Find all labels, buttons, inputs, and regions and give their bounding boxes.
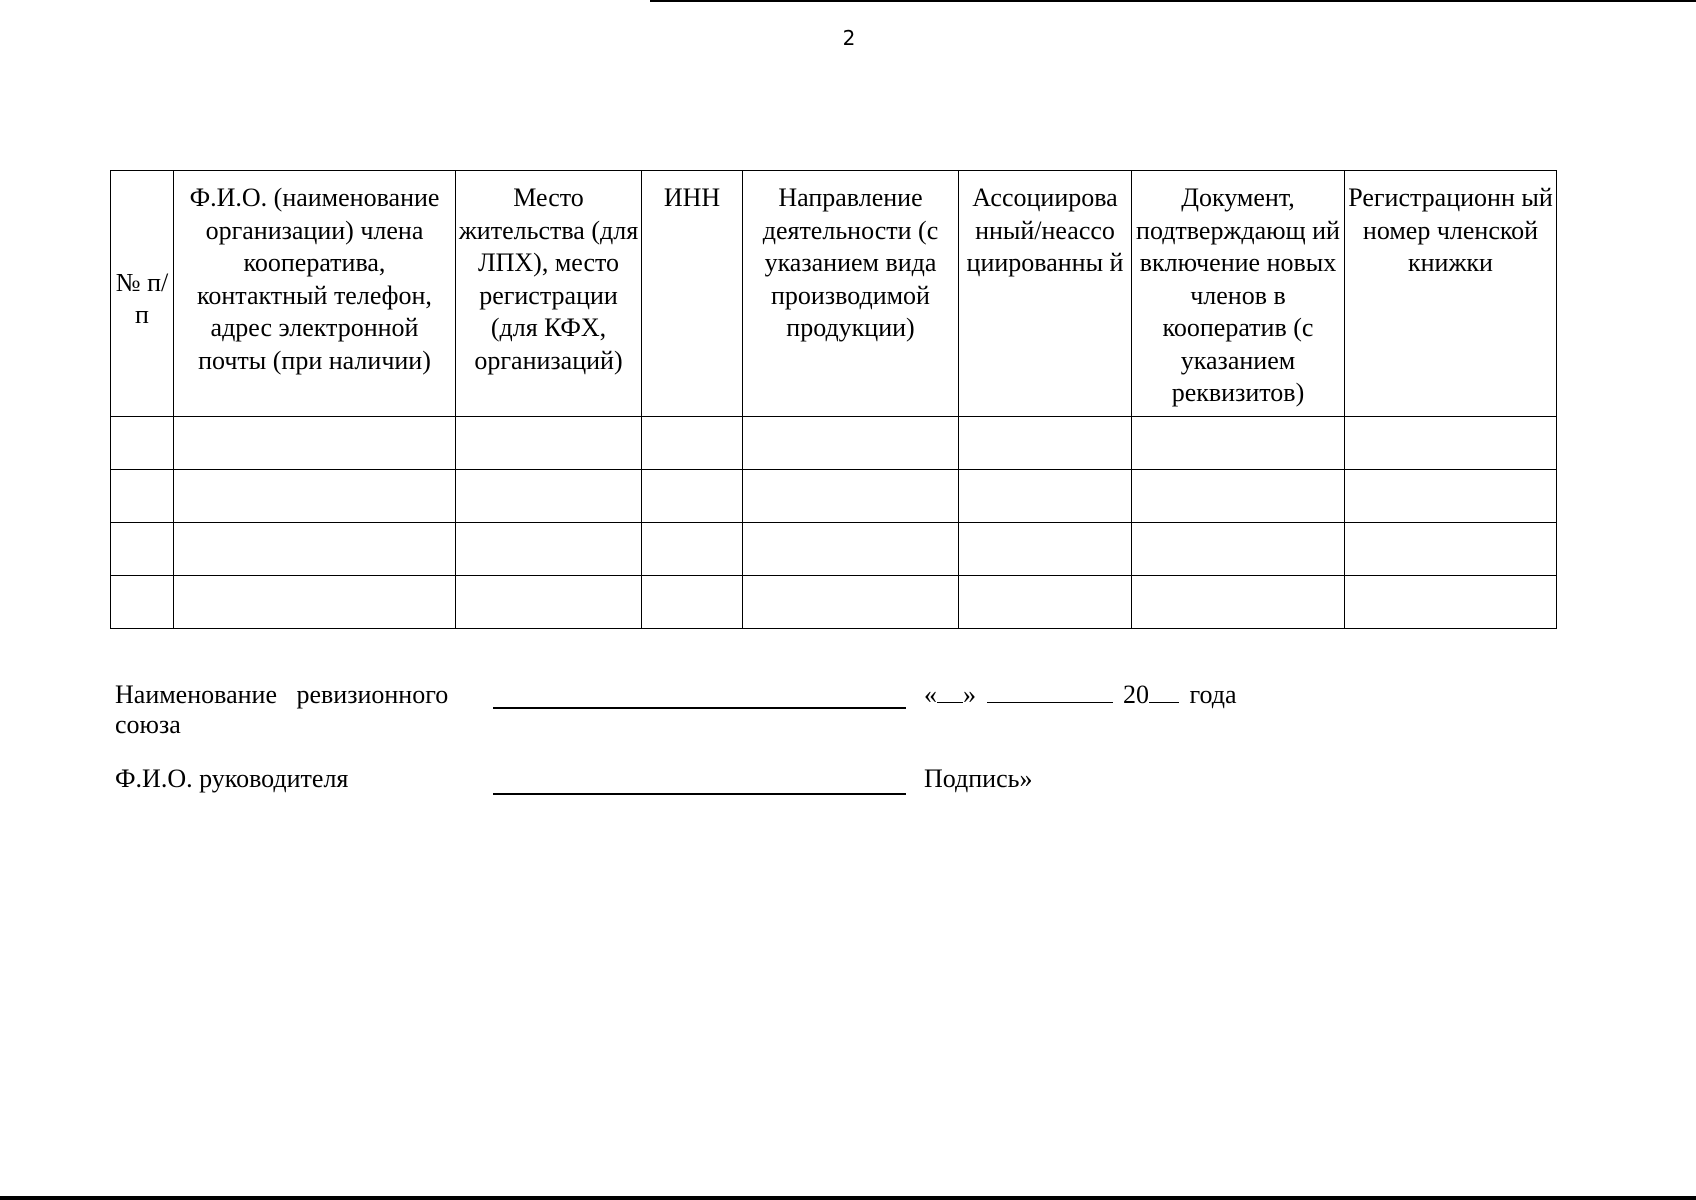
union-name-label: Наименование ревизионного bbox=[115, 680, 449, 709]
table-cell[interactable] bbox=[456, 417, 642, 470]
table-cell[interactable] bbox=[642, 523, 743, 576]
year-suffix: года bbox=[1189, 680, 1237, 709]
year-blank[interactable] bbox=[1149, 680, 1179, 703]
table-cell[interactable] bbox=[642, 576, 743, 629]
table-cell[interactable] bbox=[174, 576, 456, 629]
union-name-field[interactable] bbox=[493, 707, 906, 709]
date-open-quote: « bbox=[924, 680, 937, 709]
members-table bbox=[110, 170, 1557, 629]
date-field[interactable] bbox=[924, 680, 1237, 710]
header-member-name: Ф.И.О. (наименование организации) члена кооператива, контактный телефон, адрес электронной почты (при наличии) bbox=[174, 171, 456, 417]
table-cell[interactable] bbox=[642, 417, 743, 470]
header-association: Ассоциирова нный/неассо циированны й bbox=[959, 171, 1132, 417]
table-cell[interactable] bbox=[1132, 576, 1345, 629]
header-number: № п/п bbox=[111, 171, 174, 417]
top-edge-line bbox=[650, 0, 1696, 2]
header-document: Документ, подтверждающ ий включение новых членов в кооператив (с указанием реквизитов) bbox=[1132, 171, 1345, 417]
table-cell[interactable] bbox=[111, 523, 174, 576]
table-cell[interactable] bbox=[456, 523, 642, 576]
year-prefix: 20 bbox=[1123, 680, 1149, 709]
table-cell[interactable] bbox=[743, 576, 959, 629]
table-cell[interactable] bbox=[1132, 470, 1345, 523]
head-name-label: Ф.И.О. руководителя bbox=[115, 764, 349, 793]
table-cell[interactable] bbox=[456, 470, 642, 523]
header-registration-number: Регистрационн ый номер членской книжки bbox=[1345, 171, 1557, 417]
table-cell[interactable] bbox=[743, 417, 959, 470]
table-cell[interactable] bbox=[1345, 523, 1557, 576]
table-cell[interactable] bbox=[959, 576, 1132, 629]
bottom-edge-line bbox=[0, 1196, 1696, 1200]
table-cell[interactable] bbox=[959, 470, 1132, 523]
table-cell[interactable] bbox=[456, 576, 642, 629]
table-cell[interactable] bbox=[642, 470, 743, 523]
header-inn: ИНН bbox=[642, 171, 743, 417]
table-cell[interactable] bbox=[1345, 417, 1557, 470]
table-row bbox=[111, 470, 1557, 523]
table-cell[interactable] bbox=[174, 417, 456, 470]
table-cell[interactable] bbox=[1345, 576, 1557, 629]
head-name-field[interactable] bbox=[493, 793, 906, 795]
table-cell[interactable] bbox=[111, 417, 174, 470]
page-number: 2 bbox=[842, 26, 856, 50]
table-cell[interactable] bbox=[1132, 523, 1345, 576]
table-cell[interactable] bbox=[1132, 417, 1345, 470]
month-blank[interactable] bbox=[987, 680, 1113, 703]
table-cell[interactable] bbox=[743, 523, 959, 576]
table-cell[interactable] bbox=[174, 523, 456, 576]
union-name-label-cont: союза bbox=[115, 710, 181, 739]
table-row bbox=[111, 523, 1557, 576]
header-activity: Направление деятельности (с указанием вида производимой продукции) bbox=[743, 171, 959, 417]
date-close-quote: » bbox=[963, 680, 976, 709]
header-residence: Место жительства (для ЛПХ), место регистрации (для КФХ, организаций) bbox=[456, 171, 642, 417]
table-cell[interactable] bbox=[174, 470, 456, 523]
table-cell[interactable] bbox=[959, 523, 1132, 576]
day-blank[interactable] bbox=[937, 680, 963, 703]
table-row bbox=[111, 576, 1557, 629]
table-cell[interactable] bbox=[111, 576, 174, 629]
table-cell[interactable] bbox=[743, 470, 959, 523]
table-cell[interactable] bbox=[959, 417, 1132, 470]
signature-label: Подпись» bbox=[924, 764, 1033, 793]
table-header-row bbox=[111, 171, 1557, 417]
table-row bbox=[111, 417, 1557, 470]
table-cell[interactable] bbox=[111, 470, 174, 523]
table-cell[interactable] bbox=[1345, 470, 1557, 523]
